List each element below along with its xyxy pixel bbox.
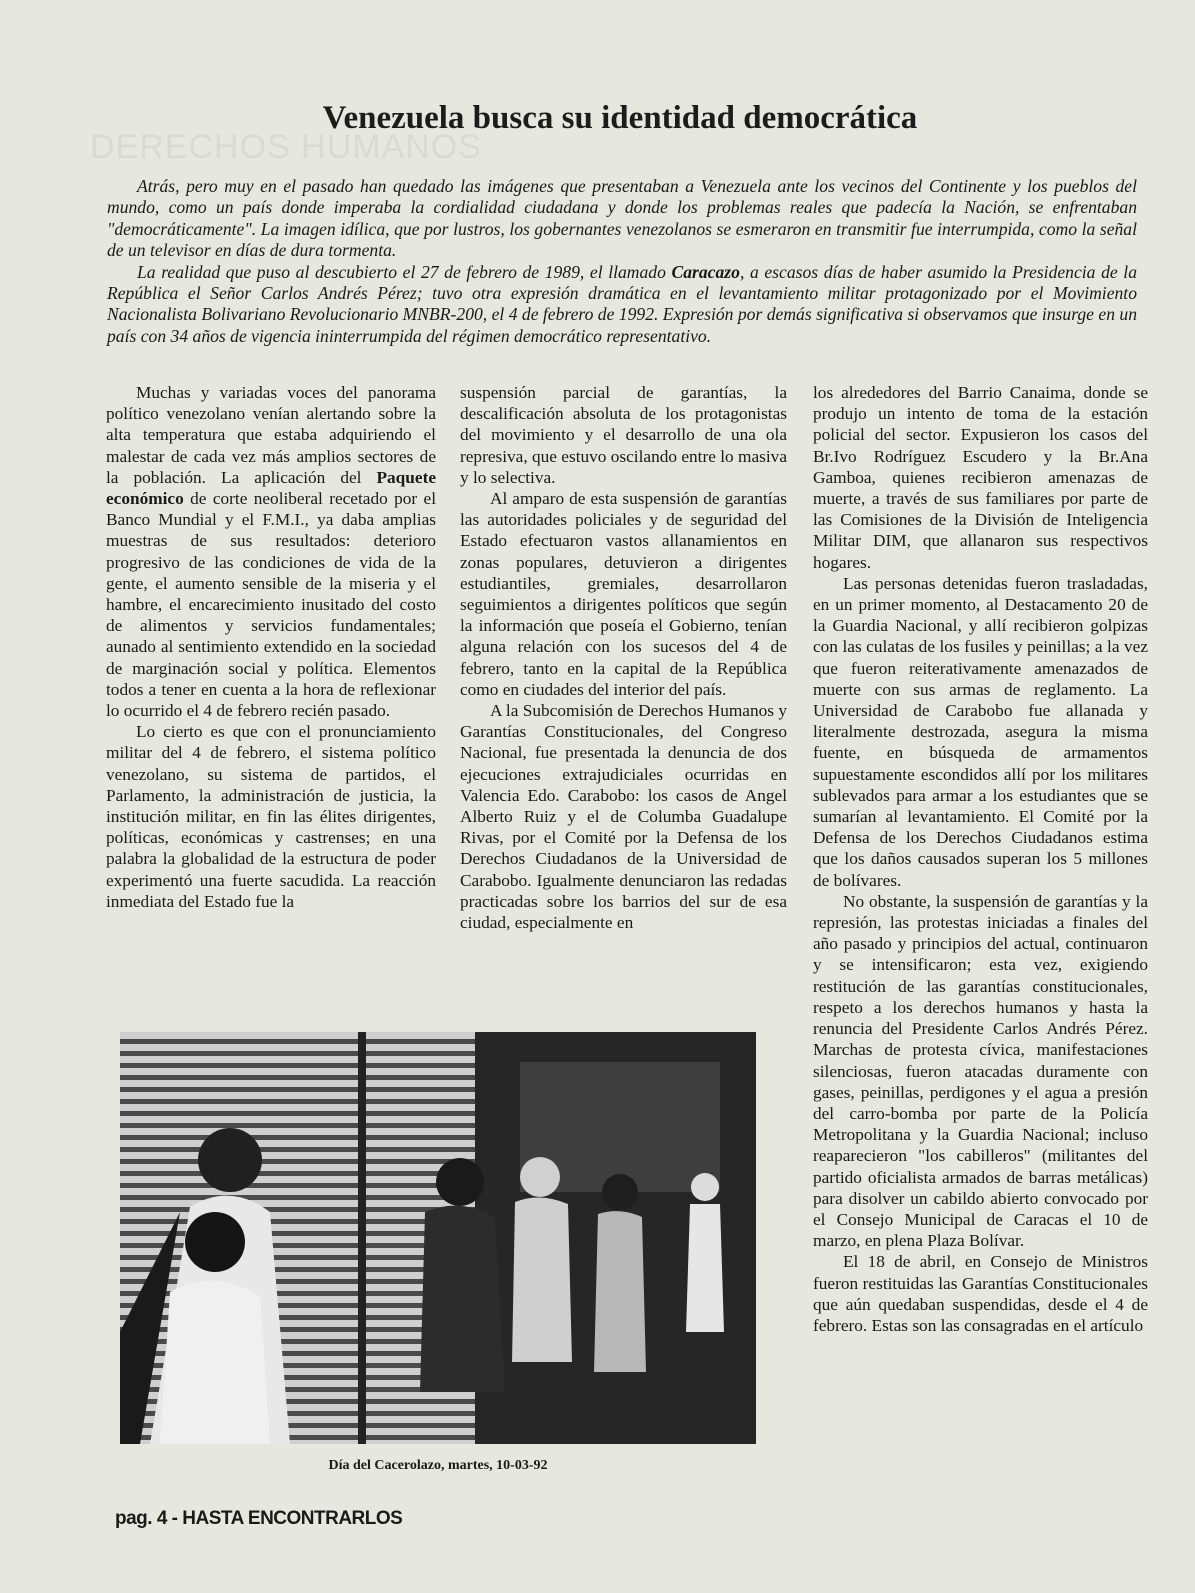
- photo-illustration: [120, 1032, 756, 1444]
- body-text: Muchas y variadas voces del panorama político venezolano venían alertando sobre la alta temperatura que estaba adquiriendo el malestar de cada vez más amplios sectores de la población. La aplicación del: [106, 383, 436, 487]
- protest-photo: [120, 1032, 756, 1444]
- column-1-paragraph-2: Lo cierto es que con el pronunciamiento militar del 4 de febrero, el sistema político venezolano, su sistema de partidos, el Parlamento, la administración de justicia, la institución militar, en fin las élites dirigentes, políticas, económicas y castrenses; en una palabra la globalidad de la estructura de poder experimentó una fuerte sacudida. La reacción inmediata del Estado fue la: [106, 722, 436, 911]
- column-3-paragraph-1: los alrededores del Barrio Canaima, donde se produjo un intento de toma de la estación policial del sector. Expusieron los casos del Br.Ivo Rodríguez Escudero y la Br.Ana Gamboa, quienes recibieron amenazas de muerte, a través de sus familiares por parte de las Comisiones de la División de Inteligencia Militar DIM, que allanaron sus respectivos hogares.: [813, 383, 1148, 572]
- page-footer: pag. 4 - HASTA ENCONTRARLOS: [115, 1508, 403, 1529]
- article-intro: [107, 176, 1137, 347]
- article-title: Venezuela busca su identidad democrática: [322, 100, 918, 136]
- intro-text: La realidad que puso al descubierto el 27 de febrero de 1989, el llamado: [137, 261, 672, 282]
- column-3-paragraph-3: No obstante, la suspensión de garantías y la represión, las protestas iniciadas a finales del año pasado y principios del actual, continuaron y se intensificaron; esta vez, exigiendo restitución de las garantías constitucionales, respeto a los derechos humanos y hasta la renuncia del Presidente Carlos Andrés Pérez. Marchas de protesta cívica, manifestaciones silenciosas, fueron atacadas duramente con gases, peinillas, perdigones y el agua a presión del carro-bomba por parte de la Policía Metropolitana y la Guardia Nacional; incluso reaparecieron "los cabilleros" (militantes del partido oficialista armados de barras metálicas) para disolver un cabildo abierto convocado por el Consejo Municipal de Caracas el 10 de marzo, en plena Plaza Bolívar.: [813, 891, 1148, 1251]
- column-2-paragraph-3: A la Subcomisión de Derechos Humanos y Garantías Constitucionales, del Congreso Nacional, fue presentada la denuncia de dos ejecuciones extrajudiciales ocurridas en Valencia Edo. Carabobo: los casos de Angel Alberto Ruiz y el de Columba Guadalupe Rivas, por el Comité por la Defensa de los Derechos Ciudadanos de la Universidad de Carabobo. Igualmente denunciaron las redadas practicadas sobre los barrios del sur de esa ciudad, especialmente en: [460, 701, 787, 933]
- column-3-paragraph-4: El 18 de abril, en Consejo de Ministros fueron restituidas las Garantías Constitucionales que aún quedaban suspendidas, desde el 4 de febrero. Estas son las consagradas en el artículo: [813, 1252, 1148, 1335]
- intro-paragraph-2: [107, 262, 1137, 348]
- column-1-paragraph-1: [106, 382, 436, 721]
- column-3-paragraph-2: Las personas detenidas fueron trasladadas, en un primer momento, al Destacamento 20 de la Guardia Nacional, y allí recibieron golpizas con las culatas de los fusiles y peinillas; a la vez que fueron reiterativamente amenazados de muerte con sus armas de reglamento. La Universidad de Carabobo fue allanada y literalmente destrozada, asegura la misma fuente, en búsqueda de armamentos supuestamente escondidos allí por los militares sublevados para armar a los estudiantes que se sumarían al levantamiento. El Comité por la Defensa de los Derechos Ciudadanos estima que los daños causados superan los 5 millones de bolívares.: [813, 573, 1148, 890]
- bold-term: Paquete económico: [106, 467, 436, 509]
- faded-section-header: DERECHOS HUMANOS: [90, 128, 482, 166]
- column-1: [106, 382, 436, 912]
- column-2-paragraph-1: suspensión parcial de garantías, la descalificación absoluta de los protagonistas del movimiento y el desarrollo de una ola represiva, que estuvo oscilando entre lo masiva y lo selectiva.: [460, 383, 787, 487]
- body-text: de corte neoliberal recetado por el Banco Mundial y el F.M.I., ya daba amplias muestras de sus resultados: deterioro progresivo de las condiciones de vida de la gente, el aumento sensible de la miseria y el hambre, el encarecimiento inusitado del costo de alimentos y servicios fundamentales; aunado al sentimiento extendido en la sociedad de marginación social y política. Elementos todos a tener en cuenta a la hora de reflexionar lo ocurrido el 4 de febrero recién pasado.: [106, 489, 436, 721]
- intro-bold-term: Caracazo: [671, 261, 740, 282]
- column-3: [813, 382, 1148, 1336]
- column-2-paragraph-2: Al amparo de esta suspensión de garantías las autoridades policiales y de seguridad del Estado efectuaron vastos allanamientos en zonas populares, detuvieron a dirigentes estudiantiles, gremiales, desarrollaron seguimientos a dirigentes políticos que según la información que poseía el Gobierno, tenían alguna relación con los sucesos del 4 de febrero, tanto en la capital de la República como en ciudades del interior del país.: [460, 489, 787, 699]
- intro-paragraph-1: Atrás, pero muy en el pasado han quedado las imágenes que presentaban a Venezuela ante los vecinos del Continente y los pueblos del mundo, como un país donde imperaba la cordialidad ciudadana y donde los problemas reales que padecía la Nación, se enfrentaban "democráticamente". La imagen idílica, que por lustros, los gobernantes venezolanos se esmeraron en transmitir fue interrumpida, como la señal de un televisor en días de dura tormenta.: [107, 176, 1137, 261]
- column-2: [460, 382, 787, 933]
- intro-text: , a escasos días de haber asumido la Presidencia de la República el Señor Carlos Andrés Pérez; tuvo otra expresión dramática en el levantamiento militar protagonizado por el Movimiento Nacionalista Bolivariano Revolucionario MNBR-200, el 4 de febrero de 1992. Expresión por demás significativa si observamos que insurge en un país con 34 años de vigencia ininterrumpida del régimen democrático representativo.: [107, 261, 1137, 346]
- photo-caption: Día del Cacerolazo, martes, 10-03-92: [328, 1458, 548, 1473]
